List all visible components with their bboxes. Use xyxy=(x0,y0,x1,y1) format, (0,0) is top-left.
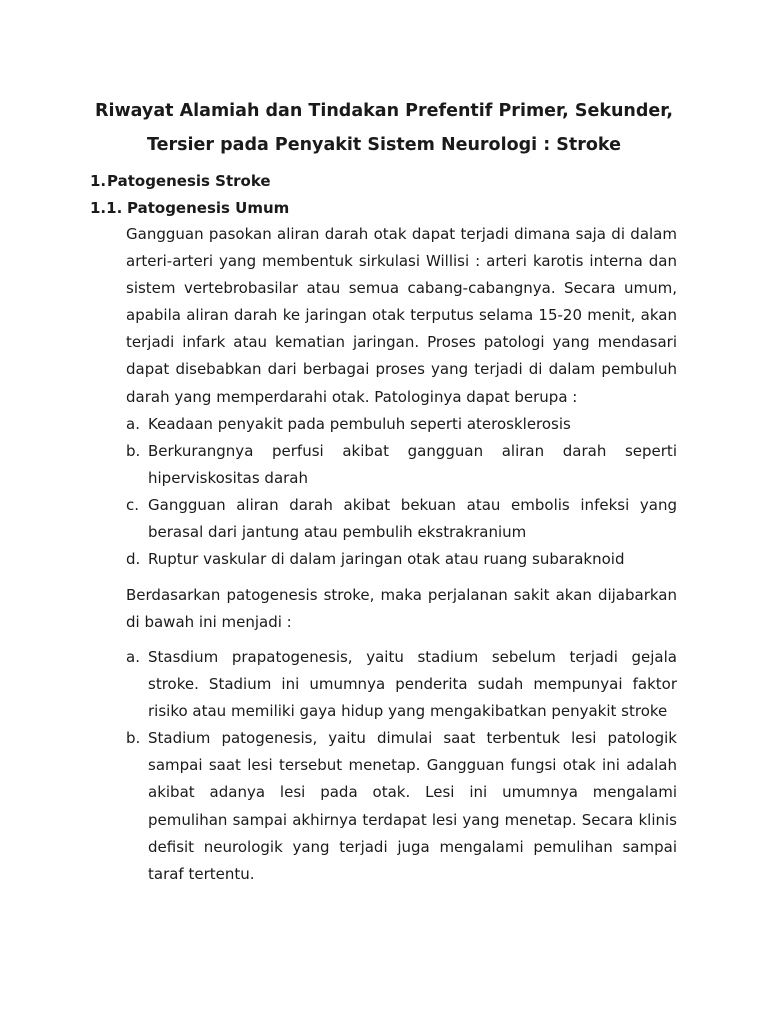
title-line-1: Riwayat Alamiah dan Tindakan Prefentif Primer, Sekunder, xyxy=(95,101,673,121)
list-marker: c. xyxy=(126,496,140,515)
list-item xyxy=(126,725,677,888)
body-paragraph-2: Berdasarkan patogenesis stroke, maka perjalanan sakit akan dijabarkan di bawah ini menjadi : xyxy=(126,586,677,632)
stage-list xyxy=(126,644,677,888)
list-item xyxy=(126,644,677,725)
list-marker: b. xyxy=(126,729,141,748)
list-item xyxy=(126,492,677,546)
list-marker: d. xyxy=(126,550,141,569)
list-item-text: Berkurangnya perfusi akibat gangguan aliran darah seperti hiperviskositas darah xyxy=(148,442,677,488)
body-paragraph-1: Gangguan pasokan aliran darah otak dapat terjadi dimana saja di dalam arteri-arteri yang membentuk sirkulasi Willisi : arteri karotis interna dan sistem vertebrobasilar atau semua cabang-cabangnya. Secara umum, apabila aliran darah ke jaringan otak terputus selama 15-20 menit, akan terjadi infark atau kematian jaringan. Proses patologi yang mendasari dapat disebabkan dari berbagai proses yang terjadi di dalam pembuluh darah yang memperdarahi otak. Patologinya dapat berupa : xyxy=(126,225,677,406)
title-line-2: Tersier pada Penyakit Sistem Neurologi : Stroke xyxy=(147,135,621,155)
list-marker: b. xyxy=(126,442,141,461)
list-item xyxy=(126,438,677,492)
section-number: 1. xyxy=(90,172,107,190)
pathology-list xyxy=(126,411,677,574)
list-marker: a. xyxy=(126,415,140,433)
section-heading-text: Patogenesis Stroke xyxy=(107,172,271,190)
document-title xyxy=(60,94,708,162)
list-item xyxy=(126,411,677,438)
list-item-text: Ruptur vaskular di dalam jaringan otak atau ruang subaraknoid xyxy=(148,550,625,569)
list-item-text: Stadium patogenesis, yaitu dimulai saat terbentuk lesi patologik sampai saat lesi tersebut menetap. Gangguan fungsi otak ini adalah akibat adanya lesi pada otak. Lesi ini umumnya mengalami pemulihan sampai akhirnya terdapat lesi yang menetap. Secara klinis defisit neurologik yang terjadi juga mengalami pemulihan sampai taraf tertentu. xyxy=(148,729,677,883)
list-item-text: Gangguan aliran darah akibat bekuan atau embolis infeksi yang berasal dari jantung atau pembulih ekstrakranium xyxy=(148,496,677,542)
list-item-text: Stasdium prapatogenesis, yaitu stadium sebelum terjadi gejala stroke. Stadium ini umumnya penderita sudah mempunyai faktor risiko atau memiliki gaya hidup yang mengakibatkan penyakit stroke xyxy=(148,648,677,721)
subsection-number: 1.1. xyxy=(90,199,123,217)
subsection-heading-text: Patogenesis Umum xyxy=(127,199,290,217)
section-heading xyxy=(90,169,271,193)
list-item xyxy=(126,546,677,573)
list-item-text: Keadaan penyakit pada pembuluh seperti aterosklerosis xyxy=(148,415,571,433)
subsection-heading xyxy=(90,196,289,220)
list-marker: a. xyxy=(126,648,140,666)
